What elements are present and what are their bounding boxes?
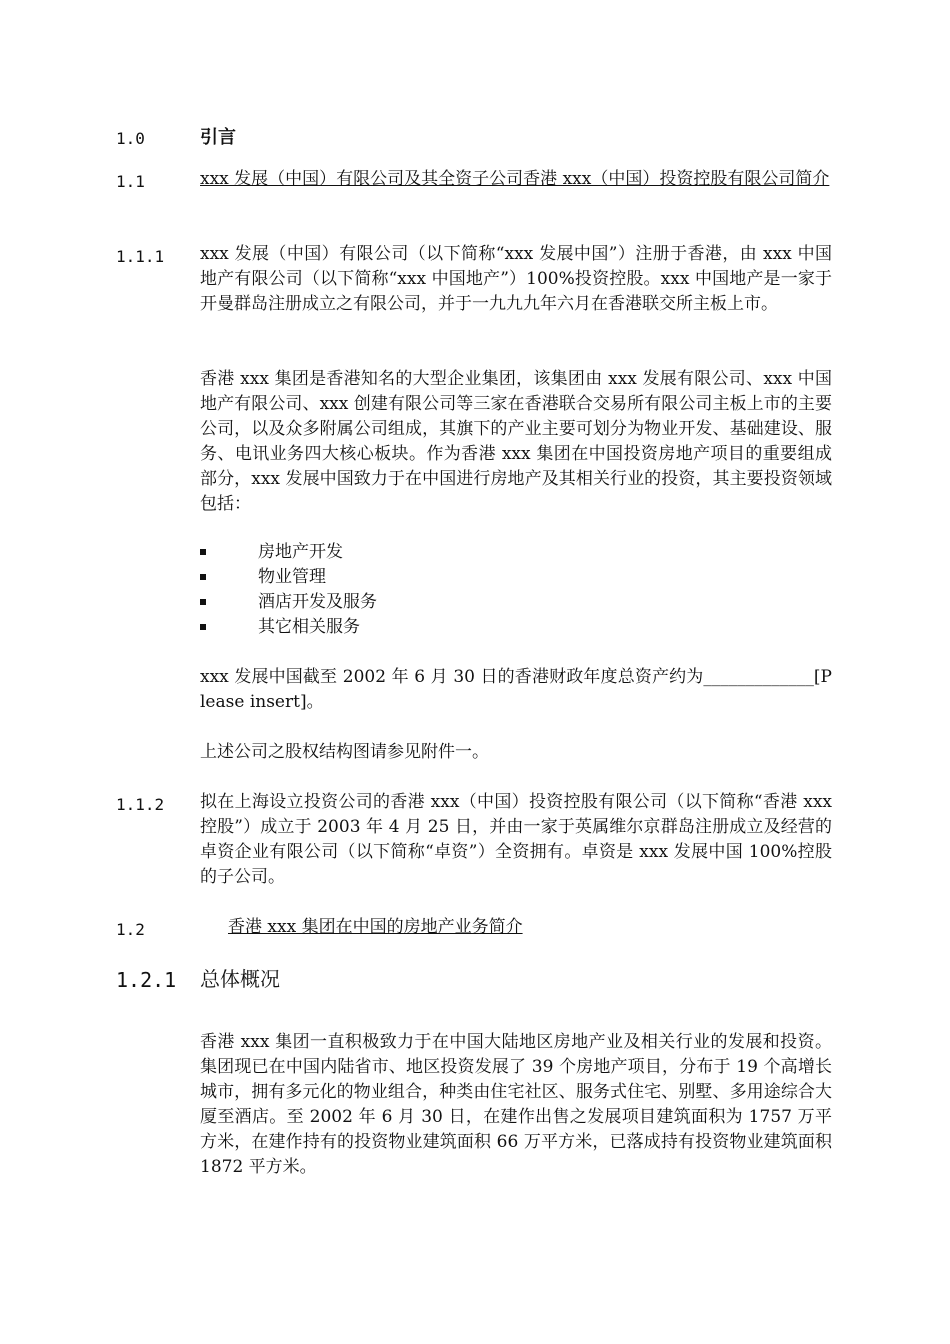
section-number: 1.0: [116, 129, 145, 148]
bullet-icon: [200, 574, 206, 580]
bullet-icon: [200, 549, 206, 555]
bullet-icon: [200, 624, 206, 630]
section-number: 1.1: [116, 172, 145, 191]
bullet-icon: [200, 599, 206, 605]
paragraph: 香港 xxx 集团是香港知名的大型企业集团，该集团由 xxx 发展有限公司、xxx 中国地产有限公司、xxx 创建有限公司等三家在香港联合交易所有限公司主板上市的主要公司，以及众多附属公司组成，其旗下的产业主要可划分为物业开发、基础建设、服务、电讯业务四大核心板块。作为香港 xxx 集团在中国投资房地产项目的重要组成部分，xxx 发展中国致力于在中国进行房地产及其相关行业的投资，其主要投资领域包括：: [200, 369, 832, 514]
section-number: 1.1.2: [116, 795, 165, 814]
paragraph: xxx 发展（中国）有限公司（以下简称“xxx 发展中国”）注册于香港，由 xxx 中国地产有限公司（以下简称“xxx 中国地产”）100%投资控股。xxx 中国地产是一家于开曼群岛注册成立之有限公司，并于一九九九年六月在香港联交所主板上市。: [200, 244, 832, 314]
list-item: 酒店开发及服务: [200, 590, 800, 615]
section-title: xxx 发展（中国）有限公司及其全资子公司香港 xxx（中国）投资控股有限公司简介: [200, 169, 830, 189]
paragraph: 香港 xxx 集团一直积极致力于在中国大陆地区房地产业及相关行业的发展和投资。集团现已在中国内陆省市、地区投资发展了 39 个房地产项目，分布于 19 个高增长城市，拥有多元化的物业组合，种类由住宅社区、服务式住宅、别墅、多用途综合大厦至酒店。至 2002 年 6 月 30 日，在建作出售之发展项目建筑面积为 1757 万平方米，在建作持有的投资物业建筑面积 66 万平方米，已落成持有投资物业建筑面积 1872 平方米。: [200, 1032, 832, 1177]
list-item: 物业管理: [200, 565, 800, 590]
section-number: 1.2.1: [116, 968, 177, 992]
section-title: 总体概况: [200, 967, 280, 991]
list-item: 其它相关服务: [200, 615, 800, 640]
list-item: 房地产开发: [200, 540, 800, 565]
paragraph: 上述公司之股权结构图请参见附件一。: [200, 742, 489, 762]
section-title: 香港 xxx 集团在中国的房地产业务简介: [228, 917, 523, 937]
bullet-list: [200, 540, 800, 640]
section-number: 1.2: [116, 920, 145, 939]
paragraph: 拟在上海设立投资公司的香港 xxx（中国）投资控股有限公司（以下简称“香港 xxx 控股”）成立于 2003 年 4 月 25 日，并由一家于英属维尔京群岛注册成立及经营的卓资企业有限公司（以下简称“卓资”）全资拥有。卓资是 xxx 发展中国 100%控股的子公司。: [200, 792, 832, 887]
paragraph: xxx 发展中国截至 2002 年 6 月 30 日的香港财政年度总资产约为_____________[Please insert]。: [200, 667, 832, 712]
section-number: 1.1.1: [116, 247, 165, 266]
section-title: 引言: [200, 127, 236, 148]
